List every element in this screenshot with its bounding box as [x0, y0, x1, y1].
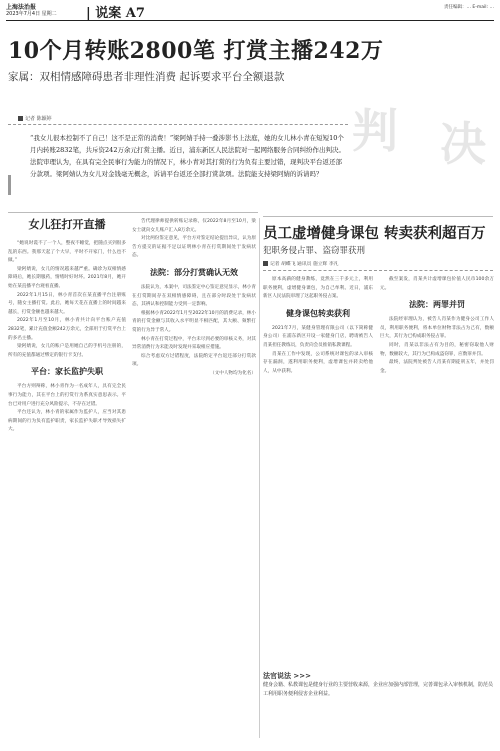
- right-column-b: [380, 276, 494, 671]
- article-note: （文中人物均为化名）: [210, 370, 256, 376]
- commentary-label: 法官说法 >>>: [263, 672, 312, 680]
- paragraph: 平台方则辩称，林小青作为一名成年人，具有完全民事行为能力，其在平台上的打赏行为系真实意思表示。平台已对用户进行充分风险提示，不存在过错。: [8, 384, 126, 407]
- paragraph: 2022年1月至10月，林小青共计向平台账户充值2832笔，累计充值金额242万余元，全部用于打赏平台上的多名主播。: [8, 318, 126, 341]
- right-column-a: [263, 276, 373, 671]
- paragraph: 同时，肖某以非法占有为目的，秘密窃取他人财物，数额较大，其行为已构成盗窃罪，应数罪并罚。: [380, 342, 494, 357]
- right-divider: [263, 216, 493, 217]
- masthead-left: [6, 4, 57, 18]
- paragraph: 肖某在工作中发现，公司系统对课包的录入审核存在漏洞，遂利用职务便利，虚增课包并转卖给他人，从中获利。: [263, 351, 373, 374]
- byline-square-icon: [263, 261, 268, 266]
- paragraph: 2021年7月，某健身管理有限公司（以下简称健身公司）在浦东新区开设一家健身门店，聘请被告人肖某担任教练员，负责向会员推销私教课程。: [263, 325, 373, 348]
- section-title: | 说案 A7: [86, 6, 145, 21]
- left-article-column: [8, 218, 126, 743]
- paragraph: 原本高薪的健身教练，竟然在三千多元上，利用职务便利，虚增健身课包，为自己牟利。近日，浦东新区人民法院审理了这起职务侵占案。: [263, 277, 373, 300]
- right-byline-separator: [263, 270, 493, 271]
- section-heading: 法院：两罪并罚: [409, 300, 465, 310]
- left-divider: [8, 212, 258, 213]
- decorative-character-2: 决: [440, 117, 486, 171]
- right-byline: 记者 胡蝶飞 通讯员 施立辉 李凡: [263, 260, 338, 267]
- paragraph: 梁阿婧说，女儿的情况越来越严重。确诊为双相情感障碍后，她长期服药，情绪时好时坏。2021年8月，她开始在某直播平台观看直播。: [8, 266, 126, 289]
- issue-date: 2023年7月4日 星期二: [6, 11, 57, 17]
- section-heading: 平台：家长监护失职: [31, 367, 103, 377]
- middle-article-column: [132, 218, 256, 743]
- column-divider: [259, 218, 260, 738]
- paragraph: 截至案发，肖某共计虚增课包价值人民币100余万元。: [380, 277, 494, 291]
- right-headline: 员工虚增健身课包 转卖获利超百万: [263, 225, 486, 242]
- paragraph: 梁阿婧说，女儿的账户是用她自己的手机号注册的，所有的充值都通过绑定的银行卡支付。: [8, 344, 126, 358]
- editor-info: 责任编辑：… E-mail: …: [444, 5, 494, 10]
- byline-separator: [8, 124, 348, 125]
- byline-square-icon: [18, 116, 23, 121]
- paper-name: 上海法治报: [6, 4, 37, 11]
- main-intro: “我女儿很本控制不了自己！这不是正常的消费！”梁阿婧手持一叠涉影书上法庭，她的女儿林小青在短短10个月内转账2832笔，共斥资242万余元打赏主播。近日，浦东新区人民法院对一起网络服务合同纠纷作出判决。法院审理认为，在具有完全民事行为能力的情况下，林小青对其打赏的行为负有主要过错，现判决平台返还部分款项。梁阿婧认为女儿对金钱毫无概念，诉请平台返还全部打赏款项。法院能支持梁阿婧的诉请吗？: [30, 134, 345, 178]
- paragraph: 2022年1月15日，林小青首次在某直播平台注册账号，随女主播打赏。此后，她每天花在直播上的时间越来越长，打赏金额也越来越大。: [8, 292, 126, 315]
- main-subheadline: 家属：双相情感障碍患者非理性消费 起诉要求平台全额退款: [8, 71, 285, 83]
- judge-commentary: [263, 672, 495, 699]
- paragraph: 法院经审理认为，被告人肖某作为健身公司工作人员，利用职务便利，将本单位财物非法占为己有，数额巨大，其行为已构成职务侵占罪。: [380, 317, 494, 340]
- paragraph: 综合考虑双方过错程度，法院酌定平台返还部分打赏款项。: [132, 353, 256, 368]
- paragraph: 平台还认为，林小青的家属作为监护人，应当对其患病期间的行为负有监护职责，家长监护失职才导致损失扩大。: [8, 410, 126, 433]
- commentary-text: 健身会籍、私教课包是健身行业的主要营收来源，企业应加强内部管理，完善课包录入审核机制，防范员工利用职务便利侵害企业利益。: [263, 682, 494, 697]
- left-article-heading: 女儿狂打开直播: [28, 218, 106, 231]
- paragraph: 法院认为，本案中，司法鉴定中心鉴定意见显示，林小青在打赏期间存在双相情感障碍，且在部分时段处于发病状态，其辨认和控制能力受到一定影响。: [132, 284, 256, 308]
- paragraph: 林小青在打赏过程中，平台未尽到必要的审核义务，对其异常消费行为未能及时发现并采取相应措施。: [132, 336, 256, 351]
- decorative-character-1: 判: [352, 104, 398, 158]
- main-headline: 10个月转账2800笔 打赏主播242万: [8, 38, 384, 64]
- section-heading: 法院：部分打赏确认无效: [150, 267, 238, 277]
- section-heading: 健身课包转卖获利: [286, 308, 350, 318]
- paragraph: 告代理律师提供转账记录称，仅2022年8月至10月，梁女士就向女儿账户汇入8万余元。: [132, 219, 256, 233]
- paragraph: 对比两份鉴定意见，平台方对鉴定结论提出异议，认为原告方提交的证据不足以证明林小青在打赏期间处于发病状态。: [132, 236, 256, 259]
- quote-bar: [8, 175, 11, 195]
- paragraph: 最终，法院判处被告人肖某有期徒刑五年，并处罚金。: [380, 360, 494, 374]
- right-subheadline: 犯职务侵占罪、盗窃罪获刑: [263, 246, 366, 256]
- paragraph: “她说时谎不了一个人，整夜不睡觉，把随点买到很多乱的东西。我那天起了个大早，平时不开家门，什么也不做。”: [8, 241, 126, 264]
- paragraph: 根据林小青2022年1月至2022年10月的消费记录，林小青的打赏金额与其收入水平明显不相匹配，其大额、频繁打赏的行为异于常人。: [132, 310, 256, 333]
- main-byline: 记者 陈颖婷: [18, 115, 52, 122]
- masthead-rule: [6, 20, 494, 21]
